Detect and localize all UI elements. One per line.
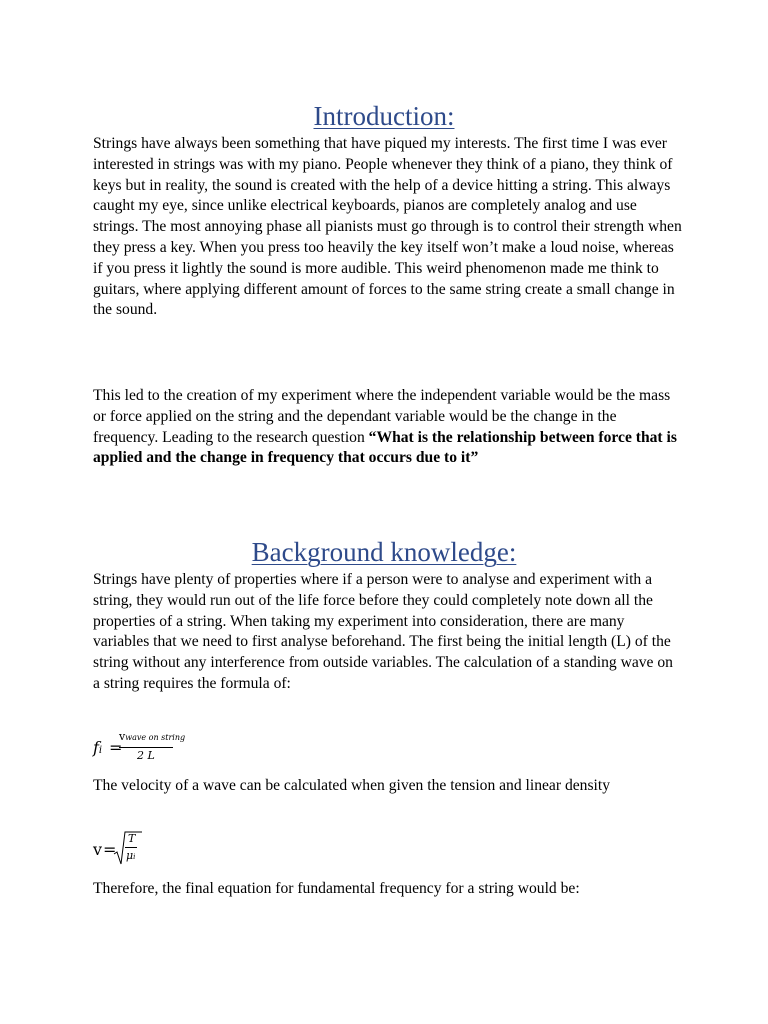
formula-numerator: T xyxy=(128,832,136,845)
equals-sign: = xyxy=(109,738,123,757)
introduction-heading: Introduction: xyxy=(313,101,455,131)
formula-denominator: 2 L xyxy=(137,749,155,762)
frequency-symbol: fi xyxy=(93,738,103,757)
introduction-paragraph-1: Strings have always been something that have piqued my interests. The first time I was ever interested in strings was with my piano. People whenever they think of a piano, they think of keys but in reality, the sound is created with the help of a device hitting a string. This always caught my eye, since unlike electrical keyboards, pianos are completely analog and use strings. The most annoying phase all pianists must go through is to control their strength when they press a key. When you press too heavily the key itself won’t make a loud noise, whereas if you press it lightly the sound is more audible. This weird phenomenon made me think to guitars, where applying different amount of forces to the same string create a small change in the sound. xyxy=(93,135,682,319)
introduction-paragraph-2 xyxy=(93,386,683,469)
background-paragraph-3: Therefore, the final equation for fundamental frequency for a string would be: xyxy=(93,880,580,897)
fraction-bar xyxy=(125,847,137,848)
background-heading: Background knowledge: xyxy=(251,537,517,567)
velocity-symbol: v xyxy=(93,840,103,859)
fraction-bar xyxy=(119,747,173,748)
velocity-formula xyxy=(92,828,172,868)
background-paragraph-1: Strings have plenty of properties where if a person were to analyse and experiment with a string, they would run out of the life force before they could completely note down all the properties of a string. When taking my experiment into consideration, there are many variables that we need to first analyse beforehand. The first being the initial length (L) of the string without any interference from outside variables. The calculation of a standing wave on a string requires the formula of: xyxy=(93,571,673,692)
frequency-formula xyxy=(92,730,212,764)
formula-denominator: μi xyxy=(126,849,136,862)
introduction-paragraph-2-text: This led to the creation of my experiment where the independent variable would be the mass or force applied on the string and the dependant variable would be the change in the frequency. Leading to the research question xyxy=(93,387,671,446)
equals-sign: = xyxy=(103,840,117,859)
background-paragraph-2: The velocity of a wave can be calculated when given the tension and linear density xyxy=(93,777,610,794)
formula-numerator: vwave on string xyxy=(119,730,186,743)
research-question: “What is the relationship between force that is applied and the change in frequency that occurs due to it” xyxy=(93,428,677,467)
